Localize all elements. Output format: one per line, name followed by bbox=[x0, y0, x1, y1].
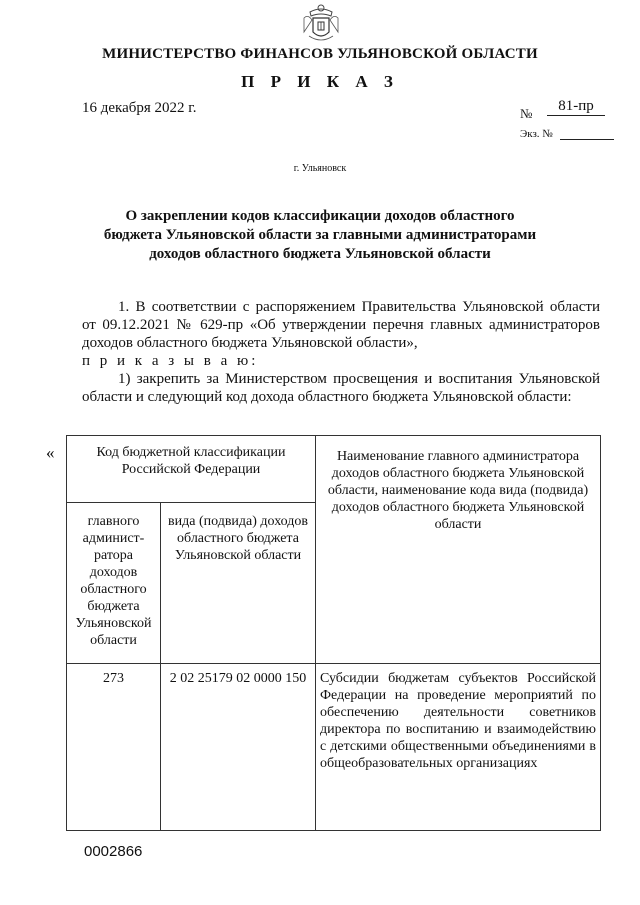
subheader-admin-code: главного админист-ратора доходов областного бюджета Ульяновской области bbox=[67, 503, 161, 664]
copy-number-line bbox=[560, 139, 614, 140]
serial-number: 0002866 bbox=[84, 843, 143, 860]
classification-table bbox=[66, 435, 601, 831]
admin-code-cell: 273 bbox=[67, 664, 161, 831]
ministry-name: МИНИСТЕРСТВО ФИНАНСОВ УЛЬЯНОВСКОЙ ОБЛАСТИ bbox=[102, 46, 538, 62]
paragraph-1: 1. В соответствии с распоряжением Правительства Ульяновской области от 09.12.2021 № 629-пр «Об утверждении перечня главных администраторов доходов областного бюджета Ульяновской области», bbox=[82, 299, 600, 351]
paragraph-2: 1) закрепить за Министерством просвещения и воспитания Ульяновской области и следующий код дохода областного бюджета Ульяновской области: bbox=[82, 371, 600, 405]
number-sign: № bbox=[520, 106, 533, 121]
document-city: г. Ульяновск bbox=[293, 163, 347, 174]
copy-number-label: Экз. № bbox=[520, 128, 553, 140]
order-word: п р и к а з ы в а ю: bbox=[82, 353, 259, 369]
header-admin-name: Наименование главного администратора доходов областного бюджета Ульяновской области, наименование кода вида (подвида) доходов областного бюджета Ульяновской области bbox=[316, 436, 601, 664]
description-cell: Субсидии бюджетам субъектов Российской Федерации на проведение мероприятий по обеспечению деятельности советников директора по воспитанию и взаимодействию с детскими общественными объединениями в общеобразовательных организациях bbox=[316, 664, 601, 831]
open-quote-mark: « bbox=[46, 443, 55, 462]
header-kbk: Код бюджетной классификации Российской Федерации bbox=[67, 436, 316, 503]
document-type: П Р И К А З bbox=[241, 72, 399, 91]
coat-of-arms-emblem-icon bbox=[300, 2, 342, 44]
income-code-cell: 2 02 25179 02 0000 150 bbox=[161, 664, 316, 831]
subheader-income-code: вида (подвида) доходов областного бюджета Ульяновской области bbox=[161, 503, 316, 664]
document-number: 81-пр bbox=[547, 97, 605, 116]
document-title: О закреплении кодов классификации доходов областного бюджета Ульяновской области за главными администраторами доходов областного бюджета Ульяновской области bbox=[103, 208, 537, 262]
document-date: 16 декабря 2022 г. bbox=[82, 100, 197, 116]
table-row bbox=[67, 664, 601, 831]
